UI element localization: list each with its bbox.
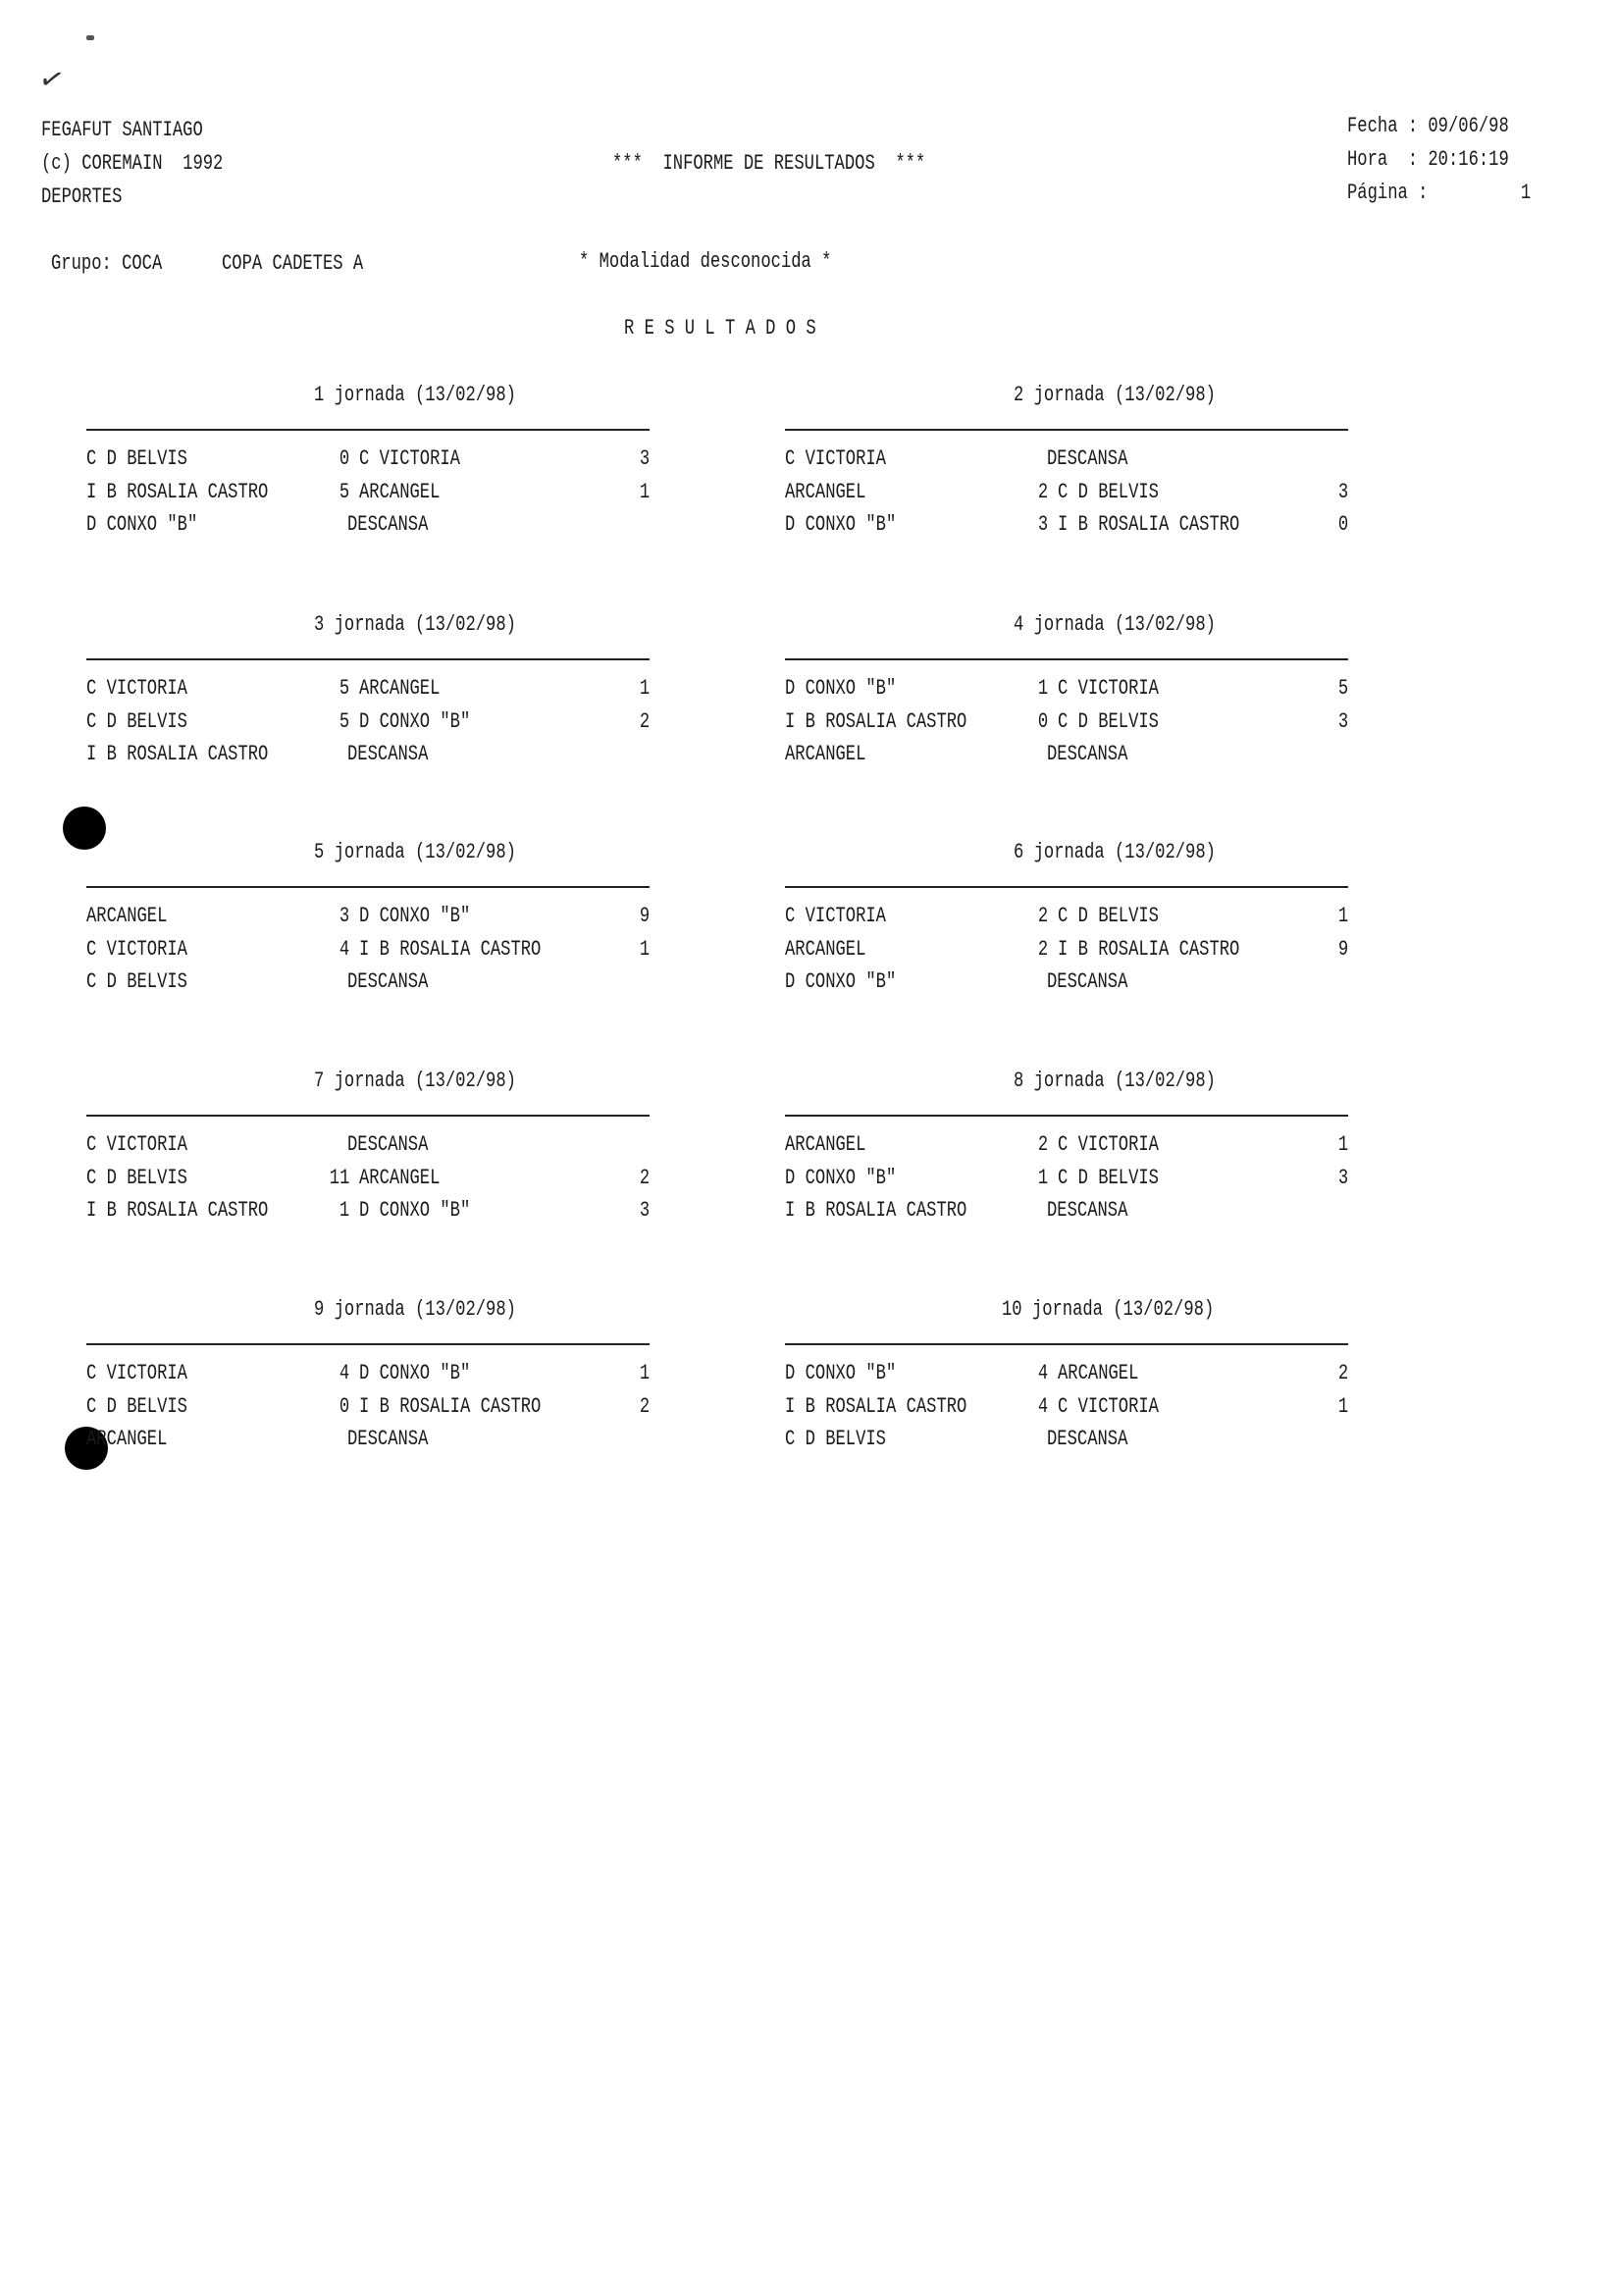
away-score: 3: [639, 446, 650, 471]
round-divider: [785, 429, 1348, 431]
rest-label: DESCANSA: [347, 1427, 429, 1451]
home-team: C VICTORIA: [86, 1361, 187, 1385]
away-team: C D BELVIS: [1058, 904, 1159, 928]
scan-speck: [86, 35, 94, 40]
away-score: 1: [639, 936, 650, 962]
home-score: 1: [339, 1198, 349, 1223]
round-divider: [86, 886, 650, 888]
round-divider: [785, 1115, 1348, 1117]
round-divider: [785, 658, 1348, 660]
home-team: ARCANGEL: [785, 479, 866, 504]
round-divider: [86, 429, 650, 431]
home-team: C D BELVIS: [86, 1393, 187, 1419]
rest-label: DESCANSA: [347, 1132, 429, 1157]
home-score: 2: [1037, 936, 1048, 962]
home-team: C D BELVIS: [86, 969, 187, 994]
away-score: 0: [1337, 512, 1348, 537]
home-team: C VICTORIA: [785, 904, 886, 928]
rest-label: DESCANSA: [1047, 446, 1128, 471]
away-team: D CONXO "B": [359, 1361, 471, 1385]
home-score: 4: [339, 1361, 349, 1385]
away-score: 1: [1337, 1132, 1348, 1157]
away-team: ARCANGEL: [359, 676, 441, 701]
round-title: 6 jornada (13/02/98): [1014, 840, 1216, 864]
away-score: 3: [1337, 479, 1348, 504]
away-team: I B ROSALIA CASTRO: [359, 1393, 542, 1419]
away-score: 2: [1337, 1361, 1348, 1385]
rest-label: DESCANSA: [1047, 1427, 1128, 1451]
pen-tick-mark: ✓: [34, 60, 69, 100]
competition-name: COPA CADETES A: [222, 251, 364, 276]
away-score: 2: [639, 1393, 650, 1419]
home-team: D CONXO "B": [785, 969, 897, 994]
home-score: 3: [339, 904, 349, 928]
home-team: C D BELVIS: [86, 1165, 187, 1190]
away-score: 1: [639, 479, 650, 504]
round-divider: [86, 1115, 650, 1117]
away-score: 3: [1337, 1165, 1348, 1190]
round-title: 7 jornada (13/02/98): [314, 1069, 516, 1093]
home-score: 4: [1037, 1361, 1048, 1385]
home-team: D CONXO "B": [785, 1361, 897, 1385]
round-title: 5 jornada (13/02/98): [314, 840, 516, 864]
home-team: I B ROSALIA CASTRO: [785, 1198, 967, 1223]
round-title: 2 jornada (13/02/98): [1014, 383, 1216, 407]
home-team: D CONXO "B": [785, 676, 897, 701]
round-divider: [86, 658, 650, 660]
away-score: 9: [1337, 936, 1348, 962]
away-score: 2: [639, 1165, 650, 1190]
round-divider: [785, 886, 1348, 888]
away-team: ARCANGEL: [359, 1165, 441, 1190]
home-team: I B ROSALIA CASTRO: [86, 479, 269, 504]
copyright-line: (c) COREMAIN 1992: [41, 151, 224, 176]
home-team: ARCANGEL: [86, 904, 168, 928]
away-score: 1: [639, 1361, 650, 1385]
away-score: 1: [1337, 904, 1348, 928]
modality-note: * Modalidad desconocida *: [579, 249, 832, 274]
home-team: D CONXO "B": [785, 512, 897, 537]
away-team: ARCANGEL: [1058, 1361, 1139, 1385]
report-time: Hora : 20:16:19: [1347, 147, 1509, 172]
home-score: 5: [339, 708, 349, 734]
away-score: 1: [1337, 1393, 1348, 1419]
away-team: C VICTORIA: [359, 446, 460, 471]
away-team: C D BELVIS: [1058, 708, 1159, 734]
home-team: D CONXO "B": [785, 1165, 897, 1190]
away-team: D CONXO "B": [359, 904, 471, 928]
home-team: ARCANGEL: [785, 742, 866, 766]
rest-label: DESCANSA: [1047, 1198, 1128, 1223]
away-team: C D BELVIS: [1058, 479, 1159, 504]
department: DEPORTES: [41, 184, 123, 209]
home-team: ARCANGEL: [785, 936, 866, 962]
home-team: I B ROSALIA CASTRO: [785, 708, 967, 734]
home-score: 5: [339, 479, 349, 504]
home-score: 0: [339, 1393, 349, 1419]
round-title: 3 jornada (13/02/98): [314, 612, 516, 637]
rest-label: DESCANSA: [347, 512, 429, 537]
home-team: C VICTORIA: [86, 1132, 187, 1157]
home-score: 2: [1037, 904, 1048, 928]
away-team: D CONXO "B": [359, 708, 471, 734]
away-score: 3: [1337, 708, 1348, 734]
home-score: 0: [339, 446, 349, 471]
home-score: 1: [1037, 676, 1048, 701]
rest-label: DESCANSA: [347, 742, 429, 766]
away-team: C D BELVIS: [1058, 1165, 1159, 1190]
report-date: Fecha : 09/06/98: [1347, 114, 1509, 138]
round-divider: [785, 1343, 1348, 1345]
page-number: 1: [1520, 181, 1531, 205]
page-label: Página :: [1347, 181, 1429, 205]
report-title: *** INFORME DE RESULTADOS ***: [612, 151, 926, 176]
away-team: C VICTORIA: [1058, 1393, 1159, 1419]
away-score: 2: [639, 708, 650, 734]
rest-label: DESCANSA: [1047, 742, 1128, 766]
home-team: C D BELVIS: [86, 708, 187, 734]
round-divider: [86, 1343, 650, 1345]
away-team: C VICTORIA: [1058, 1132, 1159, 1157]
home-team: I B ROSALIA CASTRO: [86, 1198, 269, 1223]
away-team: I B ROSALIA CASTRO: [359, 936, 542, 962]
home-score: 4: [339, 936, 349, 962]
home-score: 2: [1037, 479, 1048, 504]
group-code: Grupo: COCA: [51, 251, 163, 276]
round-title: 9 jornada (13/02/98): [314, 1297, 516, 1322]
home-score: 1: [1037, 1165, 1048, 1190]
home-team: ARCANGEL: [86, 1427, 168, 1451]
round-title: 4 jornada (13/02/98): [1014, 612, 1216, 637]
home-team: C D BELVIS: [785, 1427, 886, 1451]
rest-label: DESCANSA: [1047, 969, 1128, 994]
home-team: C VICTORIA: [86, 676, 187, 701]
away-team: I B ROSALIA CASTRO: [1058, 512, 1240, 537]
away-score: 1: [639, 676, 650, 701]
rest-label: DESCANSA: [347, 969, 429, 994]
home-team: ARCANGEL: [785, 1132, 866, 1157]
away-score: 5: [1337, 676, 1348, 701]
results-heading: R E S U L T A D O S: [624, 316, 816, 340]
home-score: 11: [329, 1165, 349, 1190]
round-title: 10 jornada (13/02/98): [1002, 1297, 1215, 1322]
home-team: I B ROSALIA CASTRO: [785, 1393, 967, 1419]
punch-hole-top: [63, 807, 106, 850]
home-score: 0: [1037, 708, 1048, 734]
away-team: I B ROSALIA CASTRO: [1058, 936, 1240, 962]
home-team: C D BELVIS: [86, 446, 187, 471]
away-score: 9: [639, 904, 650, 928]
home-score: 3: [1037, 512, 1048, 537]
home-team: I B ROSALIA CASTRO: [86, 742, 269, 766]
home-team: C VICTORIA: [785, 446, 886, 471]
home-score: 2: [1037, 1132, 1048, 1157]
away-score: 3: [639, 1198, 650, 1223]
round-title: 8 jornada (13/02/98): [1014, 1069, 1216, 1093]
home-score: 4: [1037, 1393, 1048, 1419]
org-name: FEGAFUT SANTIAGO: [41, 118, 203, 142]
away-team: C VICTORIA: [1058, 676, 1159, 701]
round-title: 1 jornada (13/02/98): [314, 383, 516, 407]
away-team: D CONXO "B": [359, 1198, 471, 1223]
home-team: C VICTORIA: [86, 936, 187, 962]
home-team: D CONXO "B": [86, 512, 198, 537]
away-team: ARCANGEL: [359, 479, 441, 504]
home-score: 5: [339, 676, 349, 701]
